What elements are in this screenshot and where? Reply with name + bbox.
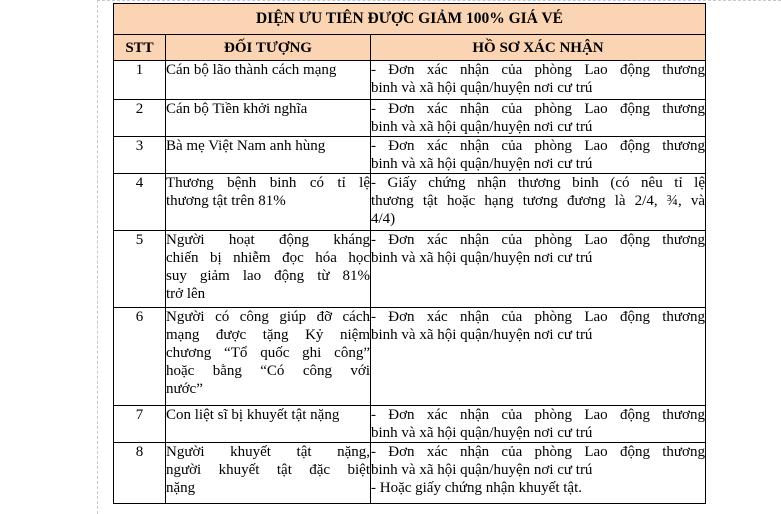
beneficiary-text-line: người khuyết tật đặc biệt <box>166 462 370 478</box>
header-docs: HỒ SƠ XÁC NHẬN <box>371 35 706 61</box>
required-docs-text-line: 4/4) <box>371 211 396 227</box>
required-docs-text-line: binh và xã hội quận/huyện nơi cư trú <box>371 327 593 343</box>
beneficiary-text-line: Cán bộ Tiền khởi nghĩa <box>166 101 308 117</box>
beneficiary-text-line: trở lên <box>166 286 206 302</box>
beneficiary-text-line: chương “Tổ quốc ghi công” <box>166 345 370 361</box>
beneficiary-text-line: nặng <box>166 480 196 496</box>
table-row <box>114 406 706 443</box>
beneficiary-cell <box>166 443 371 504</box>
required-docs-text-line: binh và xã hội quận/huyện nơi cư trú <box>371 80 593 96</box>
row-number: 7 <box>114 406 166 443</box>
table-row <box>114 174 706 231</box>
required-docs-text-line: binh và xã hội quận/huyện nơi cư trú <box>371 156 593 172</box>
beneficiary-cell <box>166 308 371 406</box>
row-number: 6 <box>114 308 166 406</box>
header-object: ĐỐI TƯỢNG <box>166 35 371 61</box>
required-docs-cell <box>371 174 706 231</box>
required-docs-cell <box>371 61 706 100</box>
beneficiary-text-line: Người có công giúp đỡ cách <box>166 309 370 325</box>
required-docs-text-line: - Đơn xác nhận của phòng Lao động thương <box>371 232 705 248</box>
beneficiary-cell <box>166 174 371 231</box>
required-docs-cell <box>371 308 706 406</box>
required-docs-text-line: binh và xã hội quận/huyện nơi cư trú <box>371 462 593 478</box>
required-docs-text-line: thương tật hoặc hạng tương đương là 2/4, ¾, và <box>371 193 705 209</box>
row-number: 5 <box>114 231 166 308</box>
beneficiary-text-line: Bà mẹ Việt Nam anh hùng <box>166 138 326 154</box>
required-docs-cell <box>371 406 706 443</box>
table-row <box>114 61 706 100</box>
beneficiary-cell <box>166 61 371 100</box>
required-docs-text-line: binh và xã hội quận/huyện nơi cư trú <box>371 119 593 135</box>
required-docs-cell <box>371 443 706 504</box>
row-number: 1 <box>114 61 166 100</box>
beneficiary-text-line: hoặc bằng “Có công với <box>166 363 370 379</box>
table-row <box>114 137 706 174</box>
required-docs-text-line: - Đơn xác nhận của phòng Lao động thương <box>371 407 705 423</box>
table-row <box>114 100 706 137</box>
table-row <box>114 308 706 406</box>
required-docs-text-line: - Đơn xác nhận của phòng Lao động thương <box>371 138 705 154</box>
beneficiary-text-line: Người khuyết tật nặng, <box>166 444 370 460</box>
table-title: DIỆN ƯU TIÊN ĐƯỢC GIẢM 100% GIÁ VÉ <box>114 4 706 35</box>
beneficiary-text-line: Cán bộ lão thành cách mạng <box>166 62 337 78</box>
row-number: 4 <box>114 174 166 231</box>
beneficiary-cell <box>166 406 371 443</box>
beneficiary-cell <box>166 137 371 174</box>
beneficiary-text-line: Con liệt sĩ bị khuyết tật nặng <box>166 407 340 423</box>
required-docs-text-line: - Đơn xác nhận của phòng Lao động thương <box>371 444 705 460</box>
required-docs-text-line: - Đơn xác nhận của phòng Lao động thương <box>371 101 705 117</box>
table-row <box>114 231 706 308</box>
required-docs-text-line: binh và xã hội quận/huyện nơi cư trú <box>371 425 593 441</box>
beneficiary-text-line: nước” <box>166 381 203 397</box>
beneficiary-text-line: suy giảm lao động từ 81% <box>166 268 370 284</box>
header-stt: STT <box>114 35 166 61</box>
beneficiary-text-line: mạng được tặng Kỷ niệm <box>166 327 370 343</box>
table-row <box>114 443 706 504</box>
beneficiary-text-line: Thương bệnh binh có tỉ lệ <box>166 175 370 191</box>
page-margin-guide-top <box>97 0 781 1</box>
row-number: 2 <box>114 100 166 137</box>
required-docs-text-line: - Đơn xác nhận của phòng Lao động thương <box>371 309 705 325</box>
required-docs-cell <box>371 231 706 308</box>
row-number: 8 <box>114 443 166 504</box>
beneficiary-cell <box>166 231 371 308</box>
page-margin-guide-left <box>97 0 98 514</box>
required-docs-cell <box>371 137 706 174</box>
required-docs-text-line: - Đơn xác nhận của phòng Lao động thương <box>371 62 705 78</box>
required-docs-text-line: - Giấy chứng nhận thương binh (có nêu tỉ lệ <box>371 175 705 191</box>
discount-eligibility-table <box>113 3 706 504</box>
required-docs-text-line: - Hoặc giấy chứng nhận khuyết tật. <box>371 480 582 496</box>
row-number: 3 <box>114 137 166 174</box>
beneficiary-text-line: thương tật trên 81% <box>166 193 286 209</box>
beneficiary-text-line: Người hoạt động kháng <box>166 232 370 248</box>
beneficiary-cell <box>166 100 371 137</box>
beneficiary-text-line: chiến bị nhiễm đọc hóa học <box>166 250 370 266</box>
required-docs-text-line: binh và xã hội quận/huyện nơi cư trú <box>371 250 593 266</box>
required-docs-cell <box>371 100 706 137</box>
